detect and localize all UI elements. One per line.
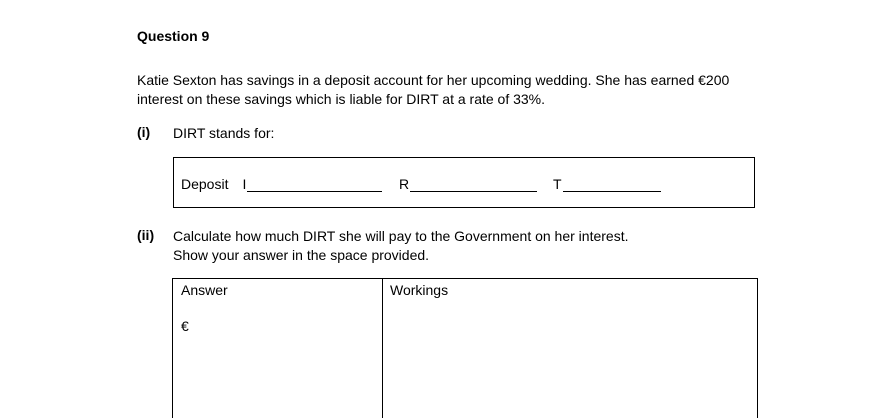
part-ii-label: (ii) [137,227,155,243]
answer-workings-table [172,278,758,418]
dirt-letter-t: T [553,176,562,192]
blank-line-i[interactable] [247,177,382,192]
intro-line-2: interest on these savings which is liable for DIRT at a rate of 33%. [137,91,546,107]
blank-line-t[interactable] [563,177,661,192]
dirt-field-r [399,176,537,192]
blank-line-r[interactable] [410,177,537,192]
intro-line-1: Katie Sexton has savings in a deposit account for her upcoming wedding. She has earned €200 [137,72,730,88]
dirt-field-t [553,176,661,192]
dirt-field-deposit-interest [181,176,382,192]
part-ii-text [173,227,628,265]
workings-header: Workings [390,282,449,298]
question-title: Question 9 [137,28,210,44]
column-divider [382,279,383,418]
part-i-label: (i) [137,124,151,140]
dirt-acronym-box [173,157,755,208]
part-ii-line-1: Calculate how much DIRT she will pay to the Government on her interest. [173,228,629,244]
part-ii-line-2: Show your answer in the space provided. [173,247,430,263]
part-i-text: DIRT stands for: [173,125,275,141]
dirt-letter-i: I [242,176,247,192]
euro-symbol: € [181,318,189,334]
dirt-letter-r: R [399,176,410,192]
dirt-word-deposit: Deposit [181,176,229,192]
question-intro [137,71,729,109]
answer-header: Answer [181,282,228,298]
